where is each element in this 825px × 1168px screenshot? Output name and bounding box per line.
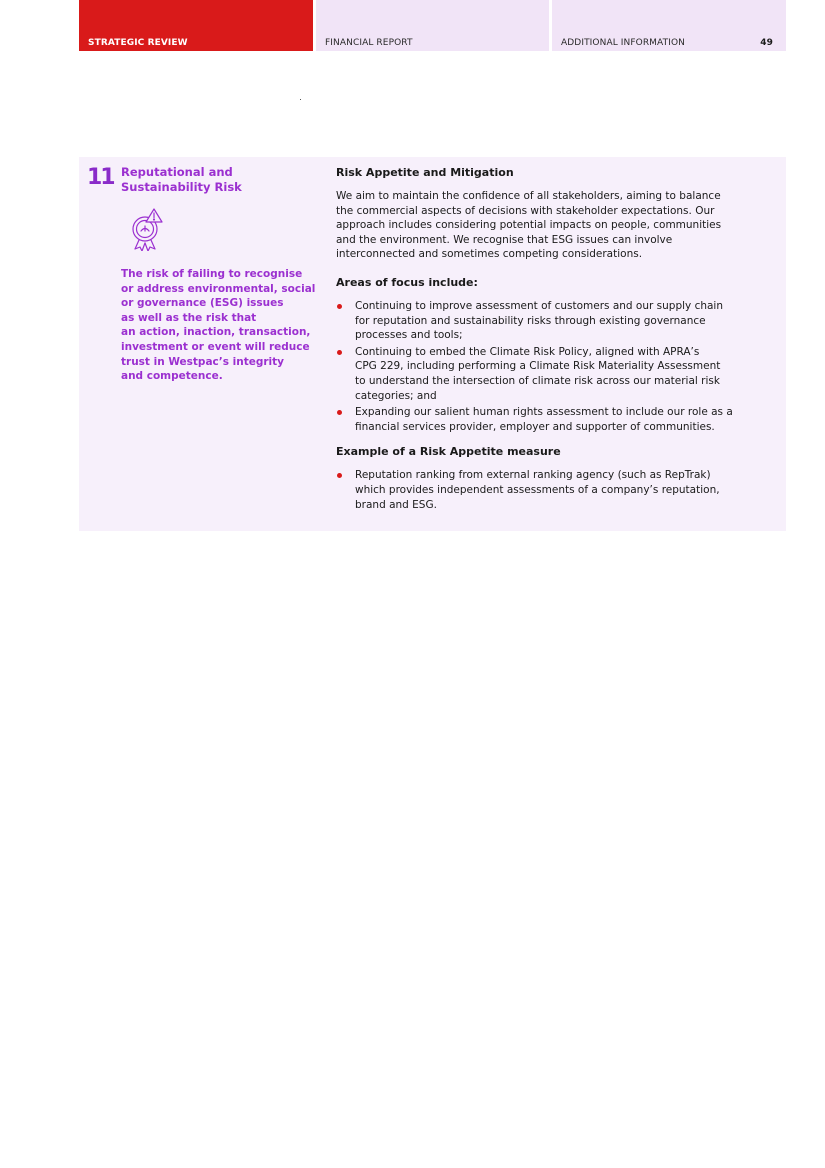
stray-dot (300, 99, 301, 100)
tab-label: FINANCIAL REPORT (325, 38, 413, 48)
risk-title: Reputational and Sustainability Risk (121, 165, 242, 194)
risk-number: 11 (87, 165, 114, 190)
bullet-dot (337, 350, 342, 355)
mitigation-heading: Risk Appetite and Mitigation (336, 166, 514, 179)
tab-strategic-review[interactable] (79, 0, 313, 51)
list-item-text: Continuing to embed the Climate Risk Policy, aligned with APRA’s CPG 229, including performing a Climate Risk Materiality Assessment to understand the intersection of climate risk across our material risk categories; and (355, 345, 721, 402)
list-item (336, 405, 776, 434)
tab-label: STRATEGIC REVIEW (88, 38, 188, 48)
bullet-dot (337, 304, 342, 309)
tab-label: ADDITIONAL INFORMATION (561, 38, 685, 48)
focus-list (336, 299, 776, 434)
risk-description: The risk of failing to recognise or address environmental, social or governance (ESG) issues as well as the risk that an action, inaction, transaction, investment or event will reduce trust in Westpac’s integrity and competence. (121, 268, 316, 383)
bullet-dot (337, 410, 342, 415)
ribbon-warning-icon (128, 207, 166, 251)
section-tabs (79, 0, 786, 51)
mitigation-intro: We aim to maintain the confidence of all stakeholders, aiming to balance the commercial aspects of decisions with stakeholder expectations. Our approach includes considering potential impacts on people, communities and the environment. We recognise that ESG issues can involve interconnected and sometimes competing considerations. (336, 190, 722, 261)
list-item-text: Continuing to improve assessment of customers and our supply chain for reputation and sustainability risks through existing governance processes and tools; (355, 299, 724, 342)
list-item (336, 468, 776, 512)
list-item-text: Expanding our salient human rights assessment to include our role as a financial services provider, employer and supporter of communities. (355, 406, 733, 433)
list-item (336, 345, 776, 403)
risk-panel (79, 157, 786, 531)
example-heading: Example of a Risk Appetite measure (336, 445, 561, 459)
list-item-text: Reputation ranking from external ranking agency (such as RepTrak) which provides independent assessments of a company’s reputation, brand and ESG. (355, 469, 720, 511)
tab-additional-information[interactable] (552, 0, 786, 51)
example-list (336, 468, 776, 512)
bullet-dot (337, 473, 342, 478)
mitigation-column (336, 165, 776, 514)
tab-financial-report[interactable] (316, 0, 549, 51)
page-number: 49 (760, 38, 773, 48)
list-item (336, 299, 776, 343)
focus-heading: Areas of focus include: (336, 275, 478, 289)
